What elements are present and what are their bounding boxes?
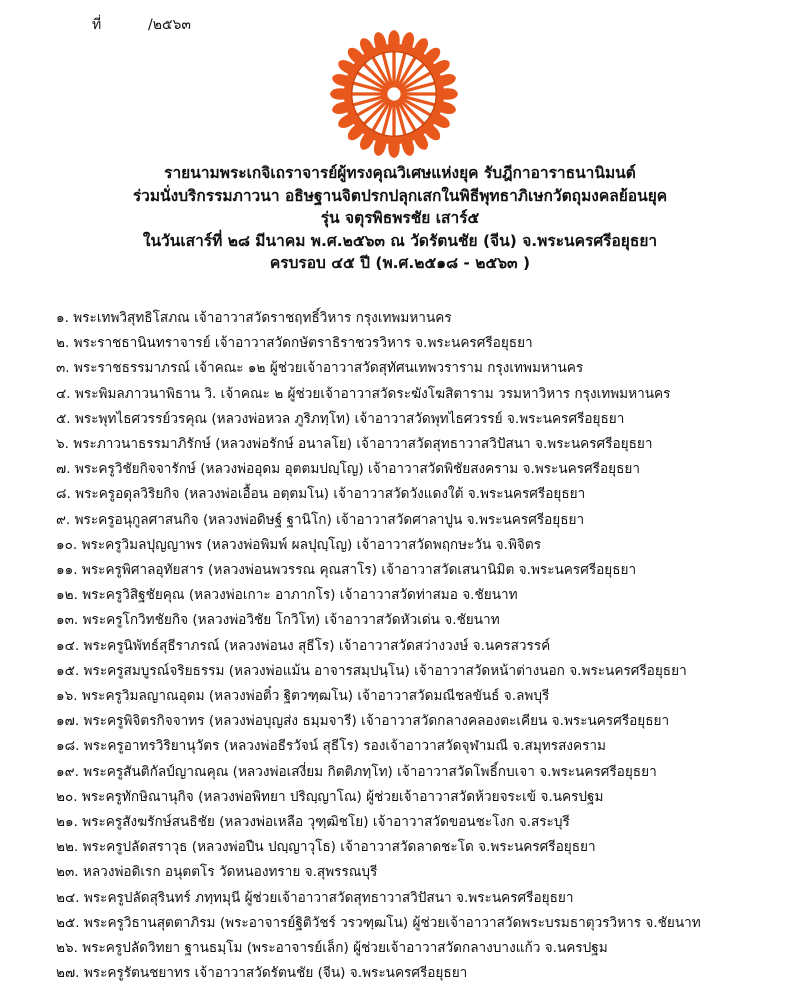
list-item: ๔. พระพิมลภาวนาพิธาน วิ. เจ้าคณะ ๒ ผู้ช่วยเจ้าอาวาสวัดระฆังโฆสิตาราม วรมหาวิหาร กรุงเทพมหานคร <box>56 385 671 402</box>
list-item: ๕. พระพุทไธศวรรย์วรคุณ (หลวงพ่อหวล ภูริภทฺโท) เจ้าอาวาสวัดพุทไธศวรรย์ จ.พระนครศรีอยุธยา <box>56 410 625 427</box>
wheel-petal <box>388 30 399 45</box>
wheel-hub-center <box>387 87 400 100</box>
list-item: ๑๒. พระครูวิสิฐชัยคุณ (หลวงพ่อเกาะ อาภากโร) เจ้าอาวาสวัดท่าสมอ จ.ชัยนาท <box>56 587 518 604</box>
document-reference <box>92 14 191 36</box>
wheel-petal <box>443 88 458 99</box>
list-item: ๒๑. พระครูสังฆรักษ์สนธิชัย (หลวงพ่อเหลือ วุฑฺฒิชโย) เจ้าอาวาสวัดขอนชะโงก จ.สระบุรี <box>56 814 570 831</box>
list-item: ๑๔. พระครูนิพัทธ์สุธีราภรณ์ (หลวงพ่อนง สุธีโร) เจ้าอาวาสวัดสว่างวงษ์ จ.นครสวรรค์ <box>56 637 551 654</box>
list-item: ๒๓. หลวงพ่อดิเรก อนุตตโร วัดหนองทราย จ.สุพรรณบุรี <box>56 864 378 881</box>
list-item: ๑๖. พระครูวิมลญาณอุดม (หลวงพ่อติ๋ว ฐิตวฑฺฒโน) เจ้าอาวาสวัดมณีชลขันธ์ จ.ลพบุรี <box>56 688 550 705</box>
list-item: ๑๙. พระครูสันติกัลป์ญาณคุณ (หลวงพ่อเสงี่ยม กิตติภทฺโท) เจ้าอาวาสวัดโพธิ์กบเจา จ.พระนครศรีอยุธยา <box>56 763 657 780</box>
doc-ref-label: ที่ <box>92 17 102 33</box>
list-item: ๒๐. พระครูทักษิณานุกิจ (หลวงพ่อพิทยา ปริญฺญาโณ) ผู้ช่วยเจ้าอาวาสวัดห้วยจระเข้ จ.นครปฐม <box>56 788 604 805</box>
list-item: ๗. พระครูวิชัยกิจจารักษ์ (หลวงพ่ออุดม อุตตมปญฺโญ) เจ้าอาวาสวัดพิชัยสงคราม จ.พระนครศรีอยุธยา <box>56 461 640 478</box>
list-item: ๓. พระราชธรรมาภรณ์ เจ้าคณะ ๑๒ ผู้ช่วยเจ้าอาวาสวัดสุทัศนเทพวราราม กรุงเทพมหานคร <box>56 360 584 377</box>
heading-line-3: รุ่น จตุรพิธพรชัย เสาร์๕ <box>320 209 480 227</box>
list-item: ๑. พระเทพวิสุทธิโสภณ เจ้าอาวาสวัดราชฤทธิ์วิหาร กรุงเทพมหานคร <box>56 310 452 326</box>
list-item: ๒. พระราชธานินทราจารย์ เจ้าอาวาสวัดกษัตราธิราชวรวิหาร จ.พระนครศรีอยุธยา <box>56 335 533 352</box>
list-item: ๑๐. พระครูวิมลปุญญาพร (หลวงพ่อพิมพ์ ผลปุญฺโญ) เจ้าอาวาสวัดพฤกษะวัน จ.พิจิตร <box>56 536 542 553</box>
wheel-petal <box>330 88 345 99</box>
list-item: ๑๓. พระครูโกวิทชัยกิจ (หลวงพ่อวิชัย โกวิโท) เจ้าอาวาสวัดหัวเด่น จ.ชัยนาท <box>56 612 500 629</box>
heading-line-5: ครบรอบ ๔๕ ปี (พ.ศ.๒๕๑๘ - ๒๕๖๓ ) <box>269 254 531 272</box>
list-item: ๒๔. พระครูปลัดสุรินทร์ ภทฺทมุนี ผู้ช่วยเจ้าอาวาสวัดสุทธาวาสวิปัสนา จ.พระนครศรีอยุธยา <box>56 889 574 906</box>
list-item: ๖. พระภาวนาธรรมาภิรักษ์ (หลวงพ่อรักษ์ อนาลโย) เจ้าอาวาสวัดสุทธาวาสวิปัสนา จ.พระนครศรีอยุธยา <box>56 436 653 453</box>
list-item: ๒๖. พระครูปลัดวิทยา ฐานธมฺโม (พระอาจารย์เล็ก) ผู้ช่วยเจ้าอาวาสวัดกลางบางแก้ว จ.นครปฐม <box>56 940 608 957</box>
heading-line-1: รายนามพระเกจิเถราจารย์ผู้ทรงคุณวิเศษแห่งยุค รับฎีกาอาราธนานิมนต์ <box>164 164 636 182</box>
list-item: ๑๕. พระครูสมบูรณ์จริยธรรม (หลวงพ่อแม้น อาจารสมฺปนฺโน) เจ้าอาวาสวัดหน้าต่างนอก จ.พระนครศรีอยุธยา <box>56 662 687 679</box>
list-item: ๘. พระครูอดุลวิริยกิจ (หลวงพ่อเอื้อน อตฺตมโน) เจ้าอาวาสวัดวังแดงใต้ จ.พระนครศรีอยุธยา <box>56 486 586 503</box>
document-heading <box>0 162 800 275</box>
list-item: ๑๑. พระครูพิศาลอุทัยสาร (หลวงพ่อนพวรรณ คุณสาโร) เจ้าอาวาสวัดเสนานิมิต จ.พระนครศรีอยุธยา <box>56 562 637 579</box>
dharma-wheel-emblem <box>328 28 460 160</box>
heading-line-2: ร่วมนั่งบริกรรมภาวนา อธิษฐานจิตปรกปลุกเสกในพิธีพุทธาภิเษกวัตถุมงคลย้อนยุค <box>132 186 668 205</box>
doc-ref-number: /๒๕๖๓ <box>148 17 191 33</box>
list-item: ๒๒. พระครูปลัดสราวุธ (หลวงพ่อปืน ปญฺญาวุโธ) เจ้าอาวาสวัดลาดชะโด จ.พระนครศรีอยุธยา <box>56 839 596 856</box>
heading-line-4: ในวันเสาร์ที่ ๒๘ มีนาคม พ.ศ.๒๕๖๓ ณ วัดรัตนชัย (จีน) จ.พระนครศรีอยุธยา <box>142 231 658 250</box>
list-item: ๑๗. พระครูพิจิตรกิจจาทร (หลวงพ่อบุญส่ง ธมฺมจารี) เจ้าอาวาสวัดกลางคลองตะเคียน จ.พระนครศรีอยุธยา <box>56 713 670 730</box>
list-item: ๒๗. พระครูรัตนชยาทร เจ้าอาวาสวัดรัตนชัย (จีน) จ.พระนครศรีอยุธยา <box>56 965 468 982</box>
monk-list <box>56 306 796 986</box>
wheel-petal <box>388 143 399 158</box>
list-item: ๒๕. พระครูวิธานสุตตาภิรม (พระอาจารย์ฐิติวัชร์ วรวฑฺฒโน) ผู้ช่วยเจ้าอาวาสวัดพระบรมธาตุวรวิหาร จ.ชัยนาท <box>56 914 701 931</box>
list-item: ๙. พระครูอนุกูลศาสนกิจ (หลวงพ่อดิษฐ์ ฐานิโก) เจ้าอาวาสวัดศาลาปูน จ.พระนครศรีอยุธยา <box>56 511 585 528</box>
list-item: ๑๘. พระครูอาทรวิริยานุวัตร (หลวงพ่อธีรวัจน์ สุธีโร) รองเจ้าอาวาสวัดจุฬามณี จ.สมุทรสงคราม <box>56 738 606 755</box>
